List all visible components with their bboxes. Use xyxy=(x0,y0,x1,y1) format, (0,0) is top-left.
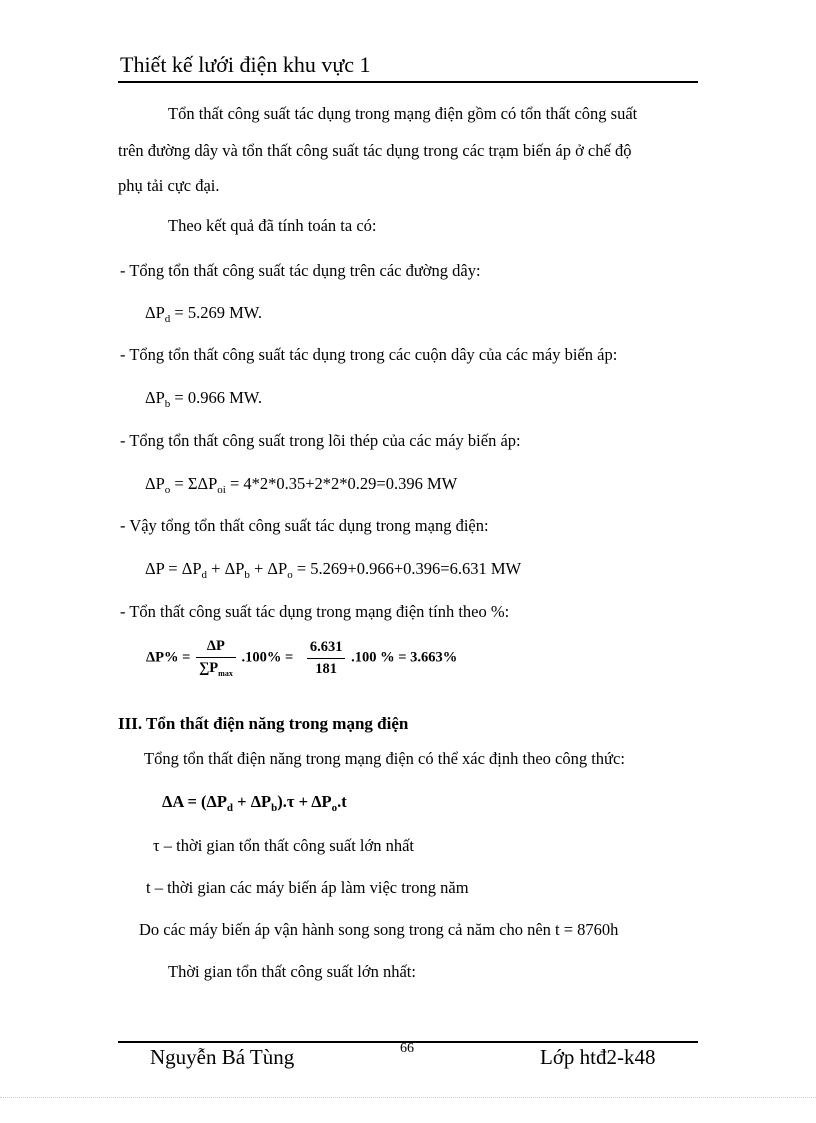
eq-text: = ΣΔP xyxy=(170,474,218,493)
eq-subscript: o xyxy=(164,484,171,496)
page-number: 66 xyxy=(400,1041,414,1056)
list-item: - Vậy tổng tổn thất công suất tác dụng trong mạng điện: xyxy=(120,516,489,535)
eq-subscript: d xyxy=(201,569,208,581)
page-edge-divider xyxy=(0,1097,816,1098)
definition-line: τ – thời gian tổn thất công suất lớn nhất xyxy=(153,836,415,855)
footer-class: Lớp htđ2-k48 xyxy=(540,1045,656,1069)
footer-author: Nguyễn Bá Tùng xyxy=(150,1045,295,1069)
eq-subscript: b xyxy=(244,569,250,581)
eq-subscript: o xyxy=(287,569,293,581)
eq-text: ).τ + ΔP xyxy=(277,792,332,811)
header-rule xyxy=(118,81,698,83)
equation-line xyxy=(162,792,347,814)
eq-text: = 4*2*0.35+2*2*0.29=0.396 MW xyxy=(225,474,458,493)
fraction xyxy=(196,638,236,678)
formula-percent-loss xyxy=(146,638,457,678)
equation-line xyxy=(145,388,262,410)
formula-lhs: ΔP% = xyxy=(146,649,191,666)
eq-subscript: d xyxy=(164,313,171,325)
equation-line xyxy=(145,559,521,581)
eq-text: + ΔP xyxy=(233,792,272,811)
formula-result: .100 % = 3.663% xyxy=(351,649,458,666)
list-item: - Tổng tổn thất công suất trong lõi thép của các máy biến áp: xyxy=(120,431,521,450)
paragraph-line: trên đường dây và tổn thất công suất tác dụng trong các trạm biến áp ở chế độ xyxy=(118,141,632,160)
eq-text: ΔP xyxy=(145,388,165,407)
list-item: - Tổn thất công suất tác dụng trong mạng điện tính theo %: xyxy=(120,602,510,621)
eq-text: + ΔP xyxy=(207,559,245,578)
den-subscript: max xyxy=(218,669,233,678)
paragraph: Thời gian tổn thất công suất lớn nhất: xyxy=(168,962,416,981)
fraction-denominator: 181 xyxy=(315,660,338,677)
paragraph-line: Tổn thất công suất tác dụng trong mạng điện gồm có tổn thất công suất xyxy=(168,104,638,123)
eq-subscript: oi xyxy=(217,484,226,496)
eq-text: ΔP xyxy=(145,303,165,322)
eq-text: ΔA = (ΔP xyxy=(162,792,227,811)
definition-line: t – thời gian các máy biến áp làm việc trong năm xyxy=(146,878,469,897)
eq-text: ΔP = ΔP xyxy=(145,559,202,578)
eq-text: .t xyxy=(337,792,347,811)
eq-subscript: b xyxy=(271,802,278,814)
paragraph: Do các máy biến áp vận hành song song trong cả năm cho nên t = 8760h xyxy=(139,920,619,939)
equation-line xyxy=(145,474,457,496)
list-item: - Tổng tổn thất công suất tác dụng trên các đường dây: xyxy=(120,261,481,280)
eq-text: = 5.269 MW. xyxy=(170,303,262,322)
list-item: - Tổng tổn thất công suất tác dụng trong các cuộn dây của các máy biến áp: xyxy=(120,345,618,364)
paragraph: Theo kết quả đã tính toán ta có: xyxy=(168,216,377,235)
formula-mul: .100% = xyxy=(241,649,294,666)
den-text: ∑P xyxy=(198,660,219,676)
eq-subscript: d xyxy=(226,802,234,814)
fraction-numerator: ΔP xyxy=(196,638,236,658)
fraction-denominator xyxy=(196,658,236,678)
paragraph: Tổng tổn thất điện năng trong mạng điện có thể xác định theo công thức: xyxy=(144,749,625,768)
eq-text: = 0.966 MW. xyxy=(170,388,262,407)
eq-text: + ΔP xyxy=(249,559,288,578)
fraction xyxy=(307,639,346,678)
eq-text: = 5.269+0.966+0.396=6.631 MW xyxy=(292,559,522,578)
eq-subscript: o xyxy=(331,802,338,814)
eq-subscript: b xyxy=(164,398,171,410)
section-heading: III. Tổn thất điện năng trong mạng điện xyxy=(118,714,409,733)
page-header-title: Thiết kế lưới điện khu vực 1 xyxy=(120,52,371,77)
paragraph-line: phụ tải cực đại. xyxy=(118,176,220,195)
eq-text: ΔP xyxy=(145,474,165,493)
equation-line xyxy=(145,303,262,325)
fraction-numerator: 6.631 xyxy=(307,639,346,659)
